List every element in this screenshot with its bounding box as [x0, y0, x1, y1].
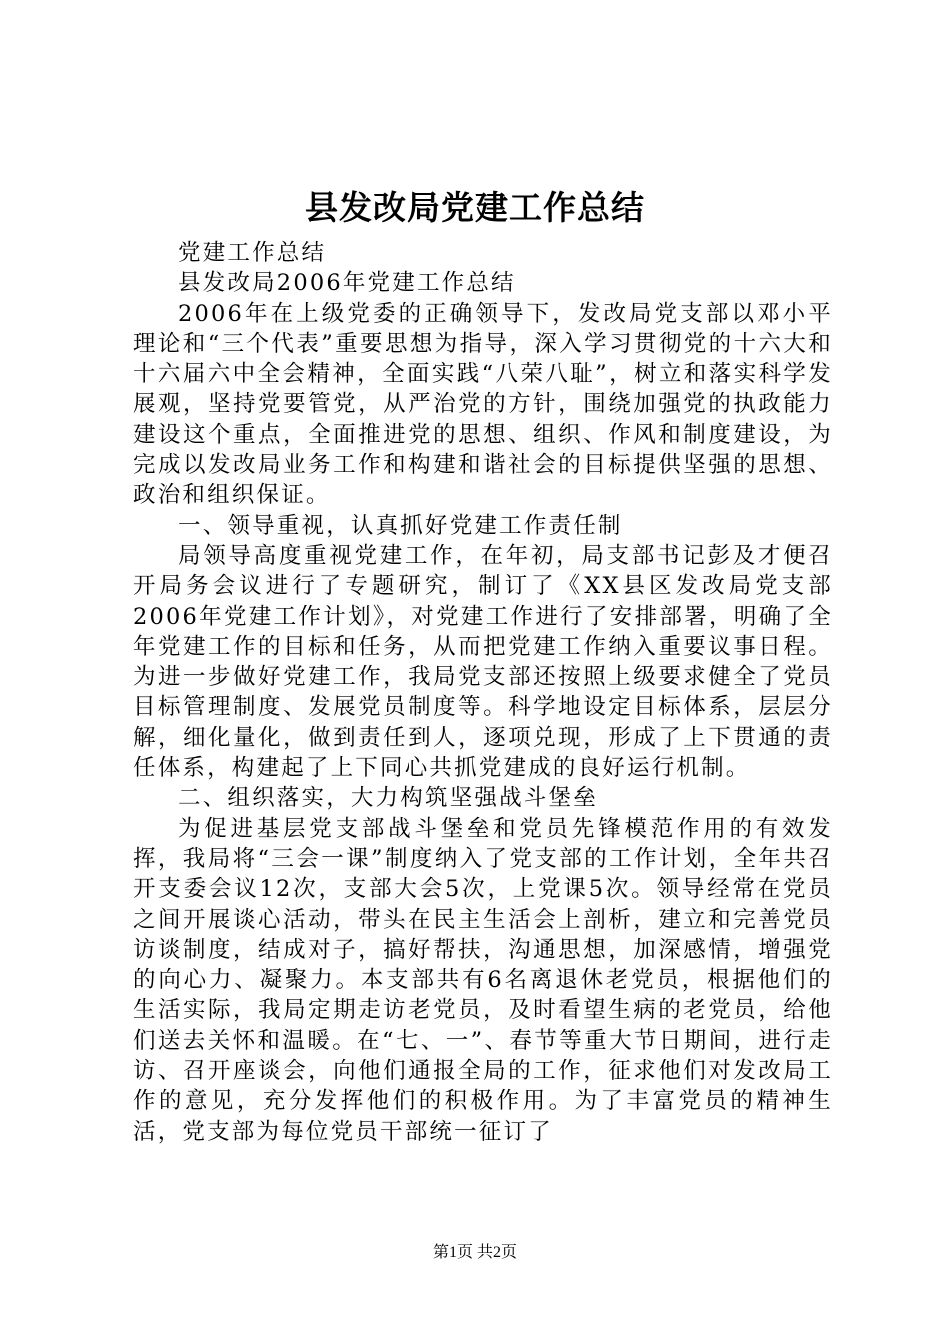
- page-footer: 第1页 共2页: [432, 1244, 517, 1261]
- document-body: [133, 238, 833, 1147]
- section-heading-1: 一、领导重视，认真抓好党建工作责任制: [178, 512, 623, 539]
- paragraph-section-2: 为促进基层党支部战斗堡垒和党员先锋模范作用的有效发挥，我局将“三会一课”制度纳入了党支部的工作计划，全年共召开支委会议12次，支部大会5次，上党课5次。领导经常在党员之间开展谈心活动，带头在民主生活会上剖析，建立和完善党员访谈制度，结成对子，搞好帮扶，沟通思想，加深感情，增强党的向心力、凝聚力。本支部共有6名离退休老党员，根据他们的生活实际，我局定期走访老党员，及时看望生病的老党员，给他们送去关怀和温暖。在“七、一”、春节等重大节日期间，进行走访、召开座谈会，向他们通报全局的工作，征求他们对发改局工作的意见，充分发挥他们的积极作用。为了丰富党员的精神生活，党支部为每位党员干部统一征订了: [133, 815, 833, 1145]
- paragraph-report-title: 县发改局2006年党建工作总结: [178, 270, 516, 297]
- section-heading-2: 二、组织落实，大力构筑坚强战斗堡垒: [178, 785, 598, 812]
- paragraph-subtitle: 党建工作总结: [178, 240, 327, 266]
- paragraph-intro: 2006年在上级党委的正确领导下，发改局党支部以邓小平理论和“三个代表”重要思想为指导，深入学习贯彻党的十六大和十六届六中全会精神，全面实践“八荣八耻”，树立和落实科学发展观，坚持党要管党，从严治党的方针，围绕加强党的执政能力建设这个重点，全面推进党的思想、组织、作风和制度建设，为完成以发改局业务工作和构建和谐社会的目标提供坚强的思想、政治和组织保证。: [133, 300, 833, 509]
- paragraph-section-1: 局领导高度重视党建工作，在年初，局支部书记彭及才便召开局务会议进行了专题研究，制订了《XX县区发改局党支部2006年党建工作计划》，对党建工作进行了安排部署，明确了全年党建工作的目标和任务，从而把党建工作纳入重要议事日程。为进一步做好党建工作，我局党支部还按照上级要求健全了党员目标管理制度、发展党员制度等。科学地设定目标体系，层层分解，细化量化，做到责任到人，逐项兑现，形成了上下贯通的责任体系，构建起了上下同心共抓党建成的良好运行机制。: [133, 542, 833, 782]
- document-title: 县发改局党建工作总结: [305, 188, 645, 227]
